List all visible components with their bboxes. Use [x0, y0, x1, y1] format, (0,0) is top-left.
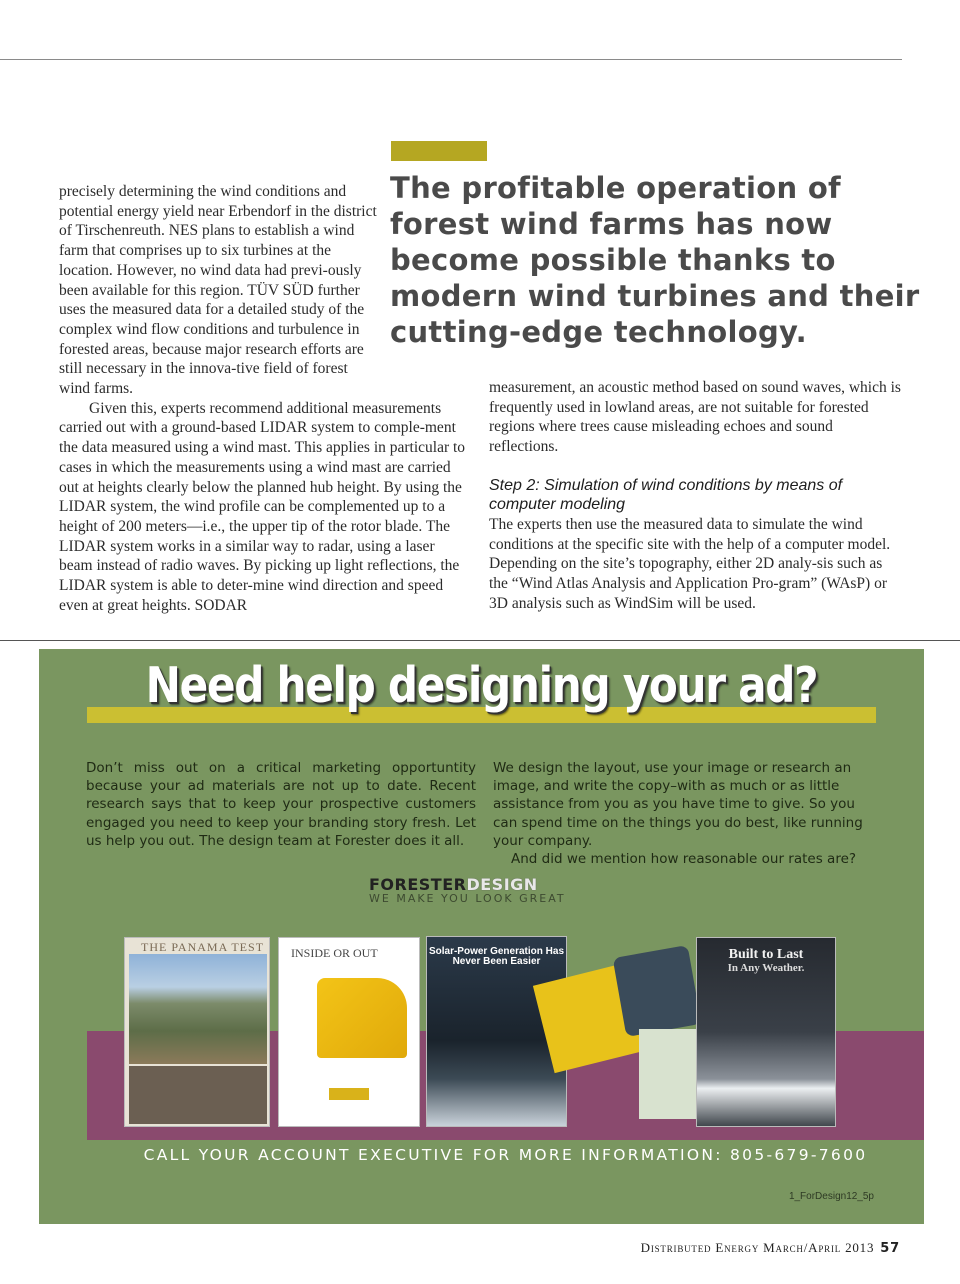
- ad-call-to-action[interactable]: CALL YOUR ACCOUNT EXECUTIVE FOR MORE INFORMATION: 805-679-7600: [143, 1146, 868, 1164]
- thumbnail-title: THE PANAMA TEST: [141, 940, 265, 954]
- sample-ad-thumbnail: [124, 937, 270, 1127]
- section-divider: [0, 640, 960, 641]
- thumbnail-title: Built to Last: [728, 947, 804, 962]
- pull-quote-accent-bar: [391, 141, 487, 161]
- top-rule: [0, 59, 902, 60]
- article-paragraph: Given this, experts recommend additional measurements carried out with a ground-based LIDAR system to comple-ment the data measured using a wind mast. This applies in particular to cases in which the measurements using a wind mast are carried out at heights clearly below the planned hub height. By using the LIDAR system, the wind profile can be complemented up to a height of 200 meters—i.e., the upper tip of the rotor blade. The LIDAR system works in a similar way to radar, using a laser beam instead of radio waves. By picking up light reflections, the LIDAR system is able to deter-mine wind direction and speed even at great heights. SODAR: [59, 399, 466, 614]
- ad-headline: Need help designing your ad?: [145, 657, 818, 714]
- sample-ad-thumbnail: [613, 945, 702, 1037]
- ad-body-right-text: We design the layout, use your image or research an image, and write the copy–with as much or as little assistance from you as you have time to give. So you can spend time on the things you do best, like running your company.: [493, 760, 863, 849]
- thumbnail-text-block: [129, 1066, 267, 1124]
- pull-quote: The profitable operation of forest wind farms has now become possible thanks to modern wind turbines and their cutting-edge technology.: [390, 171, 920, 349]
- ad-body-left: Don’t miss out on a critical marketing opportuntity because your ad materials are not up to date. Recent research says that to keep your prospective customers engaged you need to keep your branding story fresh. Let us help you out. The design team at Forester does it all.: [86, 760, 476, 849]
- thumbnail-photo: [129, 954, 267, 1064]
- page-number: 57: [880, 1241, 900, 1256]
- thumbnail-title: Solar-Power Generation Has Never Been Easier: [428, 946, 565, 967]
- ad-body-right-closing: And did we mention how reasonable our rates are?: [511, 851, 857, 868]
- ad-code: 1_ForDesign12_5p: [788, 1191, 874, 1202]
- article-left-column: [59, 182, 469, 615]
- article-right-column: [489, 378, 904, 613]
- forester-design-logo: [369, 875, 589, 905]
- publication-name: Distributed Energy March/April 2013: [640, 1240, 875, 1255]
- thumbnail-title: INSIDE OR OUT: [291, 946, 378, 960]
- article-paragraph: The experts then use the measured data to simulate the wind conditions at the specific site with the help of a computer model. Depending on the site’s topography, either 2D analy-sis such as the “Wind Atlas Analysis and Application Pro-gram” (WAsP) or 3D analysis such as WindSim will be used.: [489, 515, 891, 612]
- thumbnail-logo: [329, 1088, 369, 1100]
- article-paragraph: precisely determining the wind conditions and potential energy yield near Erbendorf in the district of Tirschenreuth. NES plans to establish a wind farm that comprises up to six turbines at the location. However, no wind data had previ-ously been available for this region. TÜV SÜD further uses the measured data for a detailed study of the complex wind flow conditions and turbulence in forested areas, because major research efforts are still necessary in the innova-tive field of forest wind farms.: [59, 183, 377, 398]
- logo-design: DESIGN: [466, 875, 538, 894]
- article-paragraph: measurement, an acoustic method based on sound waves, which is frequently used in lowland areas, are not suitable for forested regions where trees cause misleading echoes and sound reflections.: [489, 379, 901, 456]
- ad-body-right: [493, 759, 883, 868]
- logo-forester: FORESTER: [369, 875, 467, 894]
- excavator-image: [317, 978, 407, 1058]
- sample-ad-thumbnail: [696, 937, 836, 1127]
- page-footer: [641, 1240, 900, 1256]
- sample-ad-thumbnail: [278, 937, 420, 1127]
- section-heading: Step 2: Simulation of wind conditions by means of computer modeling: [489, 476, 843, 514]
- advertisement[interactable]: [39, 649, 924, 1224]
- logo-tagline: WE MAKE YOU LOOK GREAT: [369, 892, 566, 905]
- thumbnail-subtitle: In Any Weather.: [727, 962, 805, 974]
